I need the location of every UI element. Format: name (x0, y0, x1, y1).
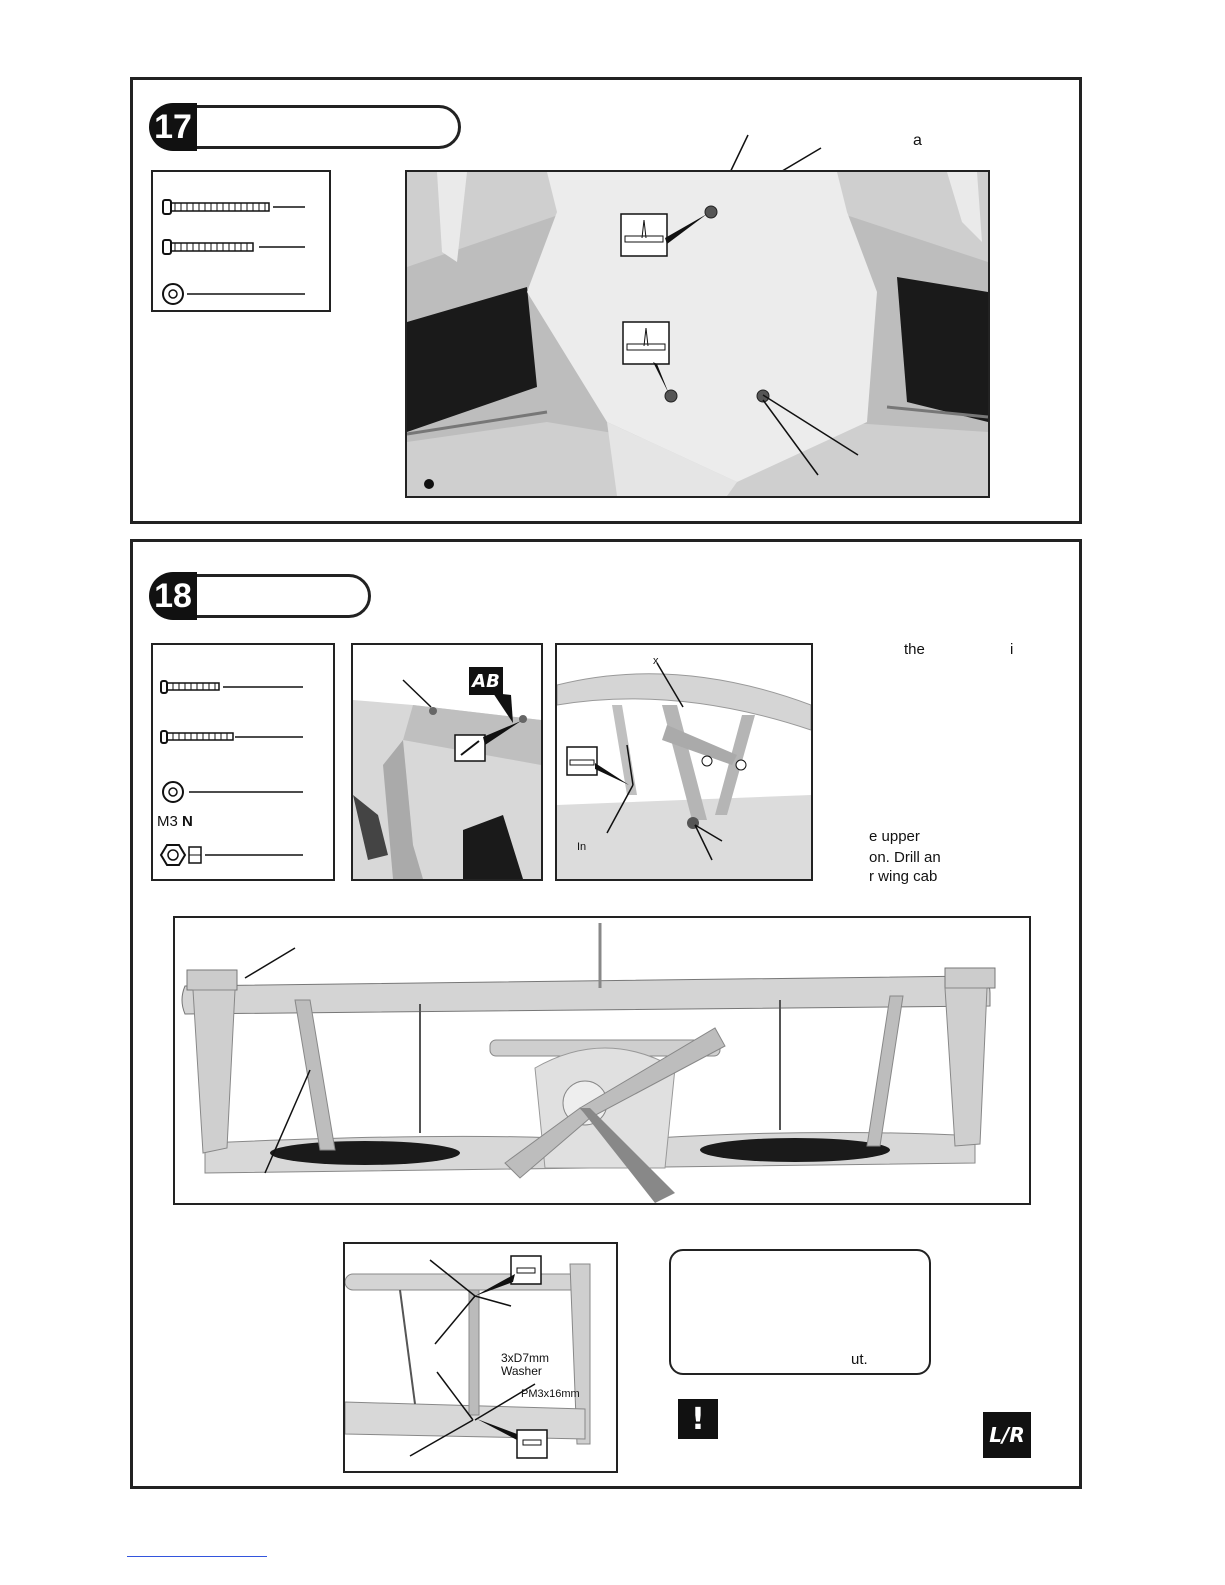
side-text-the: the (904, 641, 925, 658)
label-x: x (653, 655, 659, 667)
hw-m3: M3 (157, 813, 178, 830)
side-text-line4: r wing cab (869, 868, 938, 885)
step-17-number: 17 (149, 103, 197, 151)
hw-n: N (182, 813, 193, 830)
nut-icon (161, 845, 303, 865)
tail-photo (405, 170, 990, 498)
step-17-panel (130, 77, 1082, 524)
note-box (669, 1249, 931, 1375)
warning-icon: ! (678, 1399, 718, 1439)
label-washer: 3xD7mm Washer (501, 1351, 550, 1378)
long-screw-icon (163, 200, 305, 214)
biplane-photo (173, 916, 1031, 1205)
cabane-illustration-2 (557, 645, 811, 879)
screw-icon-1 (161, 681, 303, 693)
biplane-illustration (175, 918, 1029, 1203)
step-17-leaders-bottom (753, 380, 893, 490)
step-17-hardware-box (151, 170, 331, 312)
cabane-photo-2 (555, 643, 813, 881)
short-screw-icon (163, 240, 305, 254)
strut-detail-illustration (345, 1244, 616, 1471)
tail-illustration (407, 172, 988, 496)
step-17-header (151, 105, 461, 149)
step-18-panel (130, 539, 1082, 1489)
side-text-line3: on. Drill an (869, 849, 941, 866)
screw-icon-2 (161, 731, 303, 743)
hardware-label-m3 (157, 813, 193, 830)
callout-a: a (913, 132, 922, 149)
note-text: ut. (851, 1351, 868, 1368)
lr-badge: L/R (983, 1412, 1031, 1458)
cabane-photo-1 (351, 643, 543, 881)
hardware-icons-18 (153, 645, 333, 879)
cabane-illustration-1 (353, 645, 541, 879)
side-text-line2: e upper (869, 828, 920, 845)
bullet-dot (424, 479, 434, 489)
badge-ab: AB (469, 667, 503, 695)
step-18-number: 18 (149, 572, 197, 620)
strut-detail-photo (343, 1242, 618, 1473)
washer-icon (163, 284, 305, 304)
step-18-hardware-box (151, 643, 335, 881)
side-text-i: i (1010, 641, 1014, 658)
label-in: In (577, 841, 587, 853)
washer-icon-18 (163, 782, 303, 802)
label-screw: PM3x16mm (521, 1388, 580, 1400)
hardware-icons (153, 172, 329, 310)
footer-link-underline[interactable] (127, 1556, 267, 1557)
